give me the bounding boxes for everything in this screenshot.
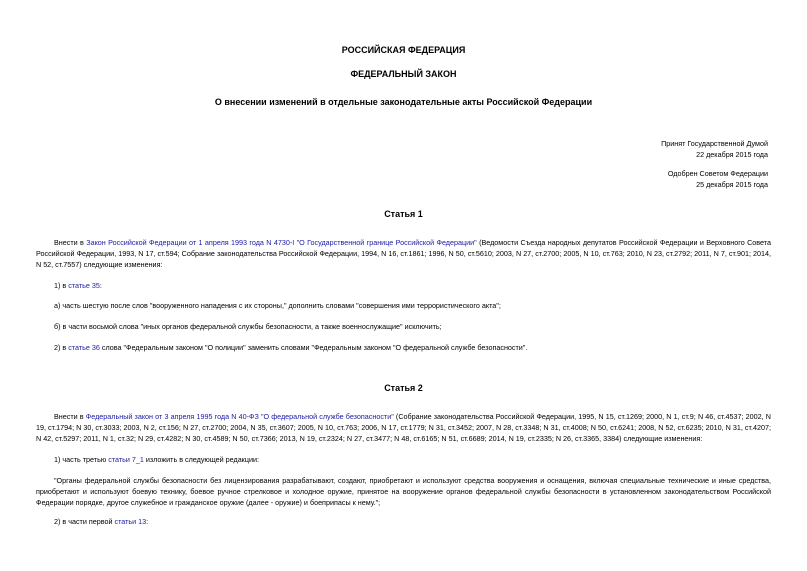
- article1-item2-post: слова "Федеральным законом "О полиции" заменить словами "Федеральным законом "О федеральной службе безопасности".: [99, 343, 528, 352]
- article1-heading: Статья 1: [384, 209, 423, 219]
- duma-adoption-label: Принят Государственной Думой: [661, 139, 768, 148]
- article1-item2-pre: 2) в: [54, 343, 69, 352]
- article1-item2: [36, 342, 771, 353]
- article2-intro-pre: Внести в: [54, 412, 86, 421]
- article2-intro-post: (Собрание законодательства Российской Федерации, 1995, N 15, ст.1269; 2000, N 1, ст.9; N 46, ст.4537; 2002, N 19, ст.1794; N 30, ст.3033; 2003, N 2, ст.156; N 27, ст.2700; 2004, N 35, ст.3607; 2005, N 10, ст.763; 2006, N 17, ст.1779; N 31, ст.3452; 2007, N 28, ст.3348; N 31, ст.4008; N 50, ст.6241; 2008, N 52, ст.6235; 2010, N 31, ст.4207; N 42, ст.5297; 2011, N 1, ст.32; N 29, ст.4282; N 30, ст.4589; N 50, ст.7366; 2013, N 19, ст.2324; N 27, ст.3477; N 48, ст.6165; N 51, ст.6689; 2014, N 19, ст.2335; N 26, ст.3365, 3384) следующие изменения:: [36, 412, 771, 443]
- law-4730-link[interactable]: Закон Российской Федерации от 1 апреля 1993 года N 4730-I "О Государственной границе Российской Федерации": [86, 238, 477, 247]
- article2-item1-pre: 1) часть третью: [54, 455, 109, 464]
- article1-item1-pre: 1) в: [54, 281, 69, 290]
- article1-item1a: а) часть шестую после слов "вооруженного нападения с их стороны," дополнить словами "совершения ими террористического акта";: [54, 301, 501, 310]
- article1-intro-pre: Внести в: [54, 238, 87, 247]
- article1-item1b: б) в части восьмой слова "иных органов федеральной службы безопасности, а также военнослужащие" исключить;: [54, 322, 442, 331]
- document-title: О внесении изменений в отдельные законодательные акты Российской Федерации: [214, 97, 593, 107]
- country-heading: РОССИЙСКАЯ ФЕДЕРАЦИЯ: [341, 45, 466, 55]
- article2-item1: [36, 454, 771, 465]
- article2-item1-post: изложить в следующей редакции:: [143, 455, 259, 464]
- article2-item2: [36, 516, 771, 527]
- article35-link[interactable]: статье 35: [68, 281, 100, 290]
- article1-intro: [36, 237, 771, 270]
- article1-item1-post: :: [99, 281, 102, 290]
- duma-adoption-date: 22 декабря 2015 года: [696, 150, 768, 159]
- law-type-heading: ФЕДЕРАЛЬНЫЙ ЗАКОН: [350, 69, 457, 79]
- article2-heading: Статья 2: [384, 383, 423, 393]
- council-approval-date: 25 декабря 2015 года: [696, 180, 768, 189]
- adoption-block: [508, 138, 768, 190]
- article2-quote: "Органы федеральной службы безопасности без лицензирования разрабатывают, создают, приобретают и используют средства вооружения и оснащения, включая специальные технические и иные средства, приобретают и используют боевую технику, боевое ручное стрелковое и холодное оружие, принятое на вооружение органов федеральной службы безопасности в установленном законодательством Российской Федерации порядке, другое служебное и гражданское оружие (далее - оружие) и боеприпасы к нему.";: [36, 476, 771, 507]
- article13-link[interactable]: статьи 13: [114, 517, 147, 526]
- council-approval-label: Одобрен Советом Федерации: [667, 169, 768, 178]
- article2-item2-pre: 2) в части первой: [54, 517, 115, 526]
- article7-1-link[interactable]: статьи 7_1: [108, 455, 144, 464]
- article36-link[interactable]: статье 36: [68, 343, 100, 352]
- article1-item1: [36, 280, 771, 291]
- article2-intro: [36, 411, 771, 444]
- article2-item2-post: :: [146, 517, 149, 526]
- article1-intro-post: (Ведомости Съезда народных депутатов Российской Федерации и Верховного Совета Российской Федерации, 1993, N 17, ст.594; Собрание законодательства Российской Федерации, 1994, N 16, ст.1861; 1996, N 50, ст.5610; 2003, N 27, ст.2700; 2005, N 10, ст.763; 2010, N 23, ст.2792; 2011, N 7, ст.901; 2014, N 52, ст.7557) следующие изменения:: [36, 238, 771, 269]
- law-40fz-link[interactable]: Федеральный закон от 3 апреля 1995 года N 40-ФЗ "О федеральной службе безопасности": [85, 412, 394, 421]
